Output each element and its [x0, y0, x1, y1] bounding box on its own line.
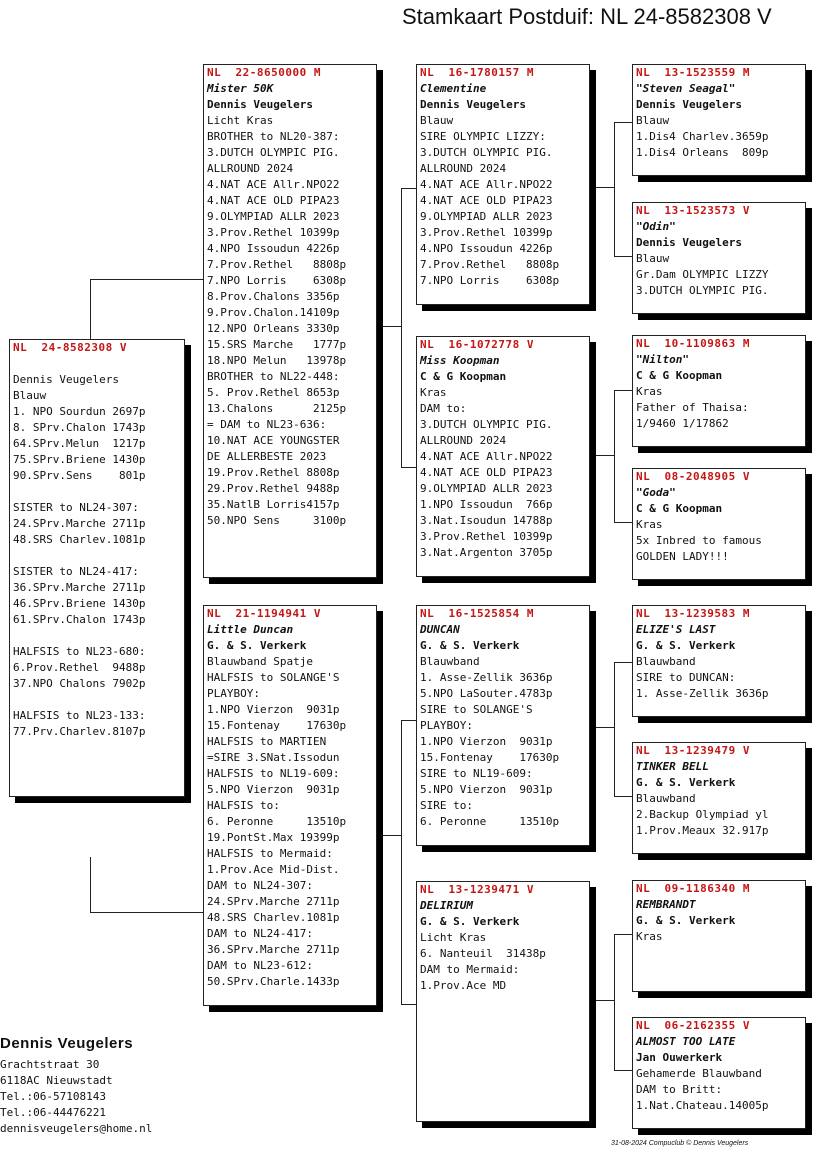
- info-line: 36.SPrv.Marche 2711p: [207, 943, 340, 956]
- info-line: 4.NAT ACE Allr.NPO22: [207, 178, 340, 191]
- connector-line: [377, 326, 401, 327]
- pigeon-name: TINKER BELL: [636, 760, 709, 773]
- info-line: Blauw: [420, 114, 454, 127]
- info-line: SIRE OLYMPIC LIZZY:: [420, 130, 546, 143]
- pigeon-card-sss: [632, 64, 806, 176]
- info-line: SISTER to NL24-307:: [13, 501, 139, 514]
- info-line: Licht Kras: [420, 931, 487, 944]
- info-line: Blauwband: [636, 655, 696, 668]
- info-line: 10.NAT ACE YOUNGSTER: [207, 434, 340, 447]
- info-line: Blauwband: [636, 792, 696, 805]
- ring-number: NL 10-1109863 M: [636, 337, 750, 350]
- info-line: 8. SPrv.Chalon 1743p: [13, 421, 146, 434]
- info-line: ALLROUND 2024: [420, 162, 507, 175]
- info-line: 4.NPO Issoudun 4226p: [207, 242, 340, 255]
- info-line: 29.Prov.Rethel 9488p: [207, 482, 340, 495]
- connector-line: [614, 662, 615, 797]
- ring-number: NL 09-1186340 M: [636, 882, 750, 895]
- info-line: 24.SPrv.Marche 2711p: [207, 895, 340, 908]
- info-line: 15.SRS Marche 1777p: [207, 338, 347, 351]
- connector-line: [401, 720, 402, 1005]
- info-line: 7.Prov.Rethel 8808p: [207, 258, 347, 271]
- info-line: 4.NAT ACE OLD PIPA23: [420, 194, 553, 207]
- ring-number: NL 16-1780157 M: [420, 66, 534, 79]
- pigeon-name: ALMOST TOO LATE: [636, 1035, 736, 1048]
- pigeon-name: "Goda": [636, 486, 676, 499]
- info-line: DAM to:: [420, 402, 467, 415]
- pigeon-name: Clementine: [420, 82, 487, 95]
- info-line: 1.Nat.Chateau.14005p: [636, 1099, 769, 1112]
- pigeon-card-dam-dam: [416, 881, 590, 1122]
- connector-line: [590, 727, 614, 728]
- breeder-name: G. & S. Verkerk: [420, 915, 520, 928]
- info-line: 1.Dis4 Charlev.3659p: [636, 130, 769, 143]
- info-line: Father of Thaisa:: [636, 401, 749, 414]
- breeder-name: G. & S. Verkerk: [207, 639, 307, 652]
- info-line: 1.Prov.Meaux 32.917p: [636, 824, 769, 837]
- owner-tel1: Tel.:06-57108143: [0, 1090, 106, 1103]
- pigeon-card-sire-sire: [416, 64, 590, 305]
- info-line: 24.SPrv.Marche 2711p: [13, 517, 146, 530]
- pigeon-name: Miss Koopman: [420, 354, 500, 367]
- info-line: 6.Prov.Rethel 9488p: [13, 661, 146, 674]
- info-line: 12.NPO Orleans 3330p: [207, 322, 340, 335]
- info-line: 3.Prov.Rethel 10399p: [420, 226, 553, 239]
- info-line: BROTHER to NL22-448:: [207, 370, 340, 383]
- pigeon-card-sire-dam: [416, 336, 590, 577]
- footer-credit: 31-08-2024 Compuclub © Dennis Veugelers: [611, 1140, 749, 1147]
- info-line: 3.Prov.Rethel 10399p: [420, 530, 553, 543]
- info-line: 3.Nat.Argenton 3705p: [420, 546, 553, 559]
- pigeon-card-sdd: [632, 468, 806, 580]
- connector-line: [614, 122, 634, 123]
- info-line: 15.Fontenay 17630p: [207, 719, 347, 732]
- breeder-name: Dennis Veugelers: [207, 98, 313, 111]
- info-line: PLAYBOY:: [207, 687, 260, 700]
- connector-line: [90, 279, 91, 340]
- connector-line: [614, 934, 615, 1071]
- info-line: Licht Kras: [207, 114, 274, 127]
- ring-number: NL 16-1525854 M: [420, 607, 534, 620]
- info-line: 5.NPO Vierzon 9031p: [420, 783, 553, 796]
- pigeon-name: "Steven Seagal": [636, 82, 736, 95]
- info-line: 1.Prov.Ace Mid-Dist.: [207, 863, 340, 876]
- info-line: Kras: [420, 386, 447, 399]
- info-line: [13, 628, 181, 644]
- info-line: SIRE to NL19-609:: [420, 767, 533, 780]
- ring-number: NL 21-1194941 V: [207, 607, 321, 620]
- info-line: 19.Prov.Rethel 8808p: [207, 466, 340, 479]
- ring-number: NL 13-1523573 V: [636, 204, 750, 217]
- info-line: 64.SPrv.Melun 1217p: [13, 437, 146, 450]
- info-line: 50.NPO Sens 3100p: [207, 514, 347, 527]
- connector-line: [614, 390, 615, 523]
- owner-email: dennisveugelers@home.nl: [0, 1122, 153, 1135]
- pigeon-card-ssd: [632, 202, 806, 314]
- pigeon-name: Mister 50K: [207, 82, 274, 95]
- owner-block: [0, 1034, 152, 1137]
- info-line: Kras: [636, 930, 663, 943]
- info-line: 15.Fontenay 17630p: [420, 751, 560, 764]
- breeder-name: C & G Koopman: [420, 370, 507, 383]
- info-line: [13, 484, 181, 500]
- info-line: Dennis Veugelers: [13, 373, 119, 386]
- pigeon-name: "Nilton": [636, 353, 689, 366]
- info-line: 37.NPO Chalons 7902p: [13, 677, 146, 690]
- pigeon-name: ELIZE'S LAST: [636, 623, 716, 636]
- info-line: 1. Asse-Zellik 3636p: [420, 671, 553, 684]
- info-line: 18.NPO Melun 13978p: [207, 354, 347, 367]
- info-line: 6. Peronne 13510p: [207, 815, 347, 828]
- info-line: 13.Chalons 2125p: [207, 402, 347, 415]
- info-line: 5.NPO Vierzon 9031p: [207, 783, 340, 796]
- info-line: 3.DUTCH OLYMPIC PIG.: [636, 284, 769, 297]
- ring-number: NL 13-1523559 M: [636, 66, 750, 79]
- connector-line: [90, 279, 205, 280]
- ring-number: NL 08-2048905 V: [636, 470, 750, 483]
- info-line: 1.NPO Vierzon 9031p: [420, 735, 553, 748]
- breeder-name: G. & S. Verkerk: [420, 639, 520, 652]
- info-line: 9.OLYMPIAD ALLR 2023: [207, 210, 340, 223]
- pigeon-name: DELIRIUM: [420, 899, 473, 912]
- info-line: 50.SPrv.Charle.1433p: [207, 975, 340, 988]
- info-line: HALFSIS to NL23-133:: [13, 709, 146, 722]
- info-line: 9.Prov.Chalon.14109p: [207, 306, 340, 319]
- pigeon-card-dam-sire: [416, 605, 590, 846]
- info-line: [13, 548, 181, 564]
- info-line: 19.PontSt.Max 19399p: [207, 831, 340, 844]
- breeder-name: C & G Koopman: [636, 502, 723, 515]
- connector-line: [401, 188, 402, 468]
- info-line: 1. Asse-Zellik 3636p: [636, 687, 769, 700]
- connector-line: [614, 390, 634, 391]
- pigeon-card-dsd: [632, 742, 806, 854]
- info-line: Blauw: [636, 252, 670, 265]
- pigeon-card-ddd: [632, 1017, 806, 1129]
- info-line: 48.SRS Charlev.1081p: [13, 533, 146, 546]
- info-line: HALFSIS to NL19-609:: [207, 767, 340, 780]
- info-line: 61.SPrv.Chalon 1743p: [13, 613, 146, 626]
- ring-number: NL 06-2162355 V: [636, 1019, 750, 1032]
- pigeon-name: DUNCAN: [420, 623, 460, 636]
- pigeon-card-main: [9, 339, 185, 797]
- info-line: =SIRE 3.SNat.Issodun: [207, 751, 340, 764]
- info-line: 4.NAT ACE Allr.NPO22: [420, 178, 553, 191]
- info-line: 2.Backup Olympiad yl: [636, 808, 769, 821]
- info-line: 1.NPO Issoudun 766p: [420, 498, 553, 511]
- info-line: Blauwband: [420, 655, 480, 668]
- connector-line: [590, 455, 614, 456]
- info-line: GOLDEN LADY!!!: [636, 550, 729, 563]
- connector-line: [614, 1070, 634, 1071]
- info-line: 5. Prov.Rethel 8653p: [207, 386, 340, 399]
- ring-number: NL 13-1239583 M: [636, 607, 750, 620]
- info-line: 35.NatlB Lorris4157p: [207, 498, 340, 511]
- info-line: 4.NAT ACE Allr.NPO22: [420, 450, 553, 463]
- info-line: ALLROUND 2024: [207, 162, 294, 175]
- ring-number: NL 13-1239479 V: [636, 744, 750, 757]
- page-title: Stamkaart Postduif: NL 24-8582308 V: [402, 4, 772, 29]
- breeder-name: G. & S. Verkerk: [636, 914, 736, 927]
- info-line: DAM to NL24-417:: [207, 927, 313, 940]
- info-line: 5x Inbred to famous: [636, 534, 762, 547]
- pigeon-name: "Odin": [636, 220, 676, 233]
- info-line: PLAYBOY:: [420, 719, 473, 732]
- info-line: Blauwband Spatje: [207, 655, 313, 668]
- info-line: Gehamerde Blauwband: [636, 1067, 762, 1080]
- info-line: 7.NPO Lorris 6308p: [420, 274, 560, 287]
- ring-number: NL 24-8582308 V: [13, 341, 127, 354]
- connector-line: [614, 256, 634, 257]
- owner-city: 6118AC Nieuwstadt: [0, 1074, 113, 1087]
- info-line: BROTHER to NL20-387:: [207, 130, 340, 143]
- info-line: 3.Nat.Isoudun 14788p: [420, 514, 553, 527]
- info-line: 1.Prov.Ace MD: [420, 979, 507, 992]
- info-line: Gr.Dam OLYMPIC LIZZY: [636, 268, 769, 281]
- info-line: 1.NPO Vierzon 9031p: [207, 703, 340, 716]
- info-line: 4.NAT ACE OLD PIPA23: [420, 466, 553, 479]
- info-line: 3.DUTCH OLYMPIC PIG.: [420, 146, 553, 159]
- info-line: 4.NPO Issoudun 4226p: [420, 242, 553, 255]
- info-line: 1/9460 1/17862: [636, 417, 729, 430]
- connector-line: [614, 122, 615, 257]
- pigeon-card-dds: [632, 880, 806, 992]
- info-line: SISTER to NL24-417:: [13, 565, 139, 578]
- info-line: DAM to NL23-612:: [207, 959, 313, 972]
- info-line: 9.OLYMPIAD ALLR 2023: [420, 210, 553, 223]
- info-line: Kras: [636, 385, 663, 398]
- info-line: 75.SPrv.Briene 1430p: [13, 453, 146, 466]
- info-line: [13, 692, 181, 708]
- owner-name: Dennis Veugelers: [0, 1035, 134, 1052]
- info-line: 3.DUTCH OLYMPIC PIG.: [207, 146, 340, 159]
- info-line: [13, 356, 181, 372]
- info-line: Blauw: [13, 389, 47, 402]
- info-line: 90.SPrv.Sens 801p: [13, 469, 146, 482]
- info-line: HALFSIS to NL23-680:: [13, 645, 146, 658]
- info-line: HALFSIS to:: [207, 799, 280, 812]
- breeder-name: G. & S. Verkerk: [636, 639, 736, 652]
- info-line: DE ALLERBESTE 2023: [207, 450, 327, 463]
- info-line: DAM to Mermaid:: [420, 963, 520, 976]
- pigeon-card-dss: [632, 605, 806, 717]
- info-line: DAM to Britt:: [636, 1083, 723, 1096]
- connector-line: [614, 522, 634, 523]
- info-line: SIRE to:: [420, 799, 473, 812]
- info-line: DAM to NL24-307:: [207, 879, 313, 892]
- connector-line: [90, 857, 91, 913]
- info-line: HALFSIS to Mermaid:: [207, 847, 333, 860]
- info-line: ALLROUND 2024: [420, 434, 507, 447]
- breeder-name: C & G Koopman: [636, 369, 723, 382]
- ring-number: NL 16-1072778 V: [420, 338, 534, 351]
- owner-address: Grachtstraat 30: [0, 1058, 100, 1071]
- info-line: 1. NPO Sourdun 2697p: [13, 405, 146, 418]
- info-line: 77.Prv.Charlev.8107p: [13, 725, 146, 738]
- pigeon-name: Little Duncan: [207, 623, 294, 636]
- breeder-name: G. & S. Verkerk: [636, 776, 736, 789]
- info-line: 46.SPrv.Briene 1430p: [13, 597, 146, 610]
- info-line: 1.Dis4 Orleans 809p: [636, 146, 769, 159]
- info-line: 8.Prov.Chalons 3356p: [207, 290, 340, 303]
- info-line: 6. Nanteuil 31438p: [420, 947, 546, 960]
- info-line: 7.NPO Lorris 6308p: [207, 274, 347, 287]
- connector-line: [614, 934, 634, 935]
- connector-line: [90, 912, 205, 913]
- connector-line: [377, 835, 401, 836]
- info-line: 36.SPrv.Marche 2711p: [13, 581, 146, 594]
- info-line: 3.Prov.Rethel 10399p: [207, 226, 340, 239]
- info-line: SIRE to SOLANGE'S: [420, 703, 533, 716]
- connector-line: [614, 662, 634, 663]
- ring-number: NL 22-8650000 M: [207, 66, 321, 79]
- info-line: 6. Peronne 13510p: [420, 815, 560, 828]
- connector-line: [590, 1000, 614, 1001]
- breeder-name: Jan Ouwerkerk: [636, 1051, 723, 1064]
- info-line: 5.NPO LaSouter.4783p: [420, 687, 553, 700]
- breeder-name: Dennis Veugelers: [636, 236, 742, 249]
- breeder-name: Dennis Veugelers: [636, 98, 742, 111]
- pigeon-name: REMBRANDT: [636, 898, 696, 911]
- breeder-name: Dennis Veugelers: [420, 98, 526, 111]
- pigeon-card-dam: [203, 605, 377, 1006]
- info-line: 3.DUTCH OLYMPIC PIG.: [420, 418, 553, 431]
- connector-line: [590, 187, 614, 188]
- info-line: 9.OLYMPIAD ALLR 2023: [420, 482, 553, 495]
- info-line: HALFSIS to SOLANGE'S: [207, 671, 340, 684]
- info-line: HALFSIS to MARTIEN: [207, 735, 327, 748]
- info-line: = DAM to NL23-636:: [207, 418, 327, 431]
- connector-line: [614, 796, 634, 797]
- info-line: 7.Prov.Rethel 8808p: [420, 258, 560, 271]
- info-line: Blauw: [636, 114, 670, 127]
- owner-tel2: Tel.:06-44476221: [0, 1106, 106, 1119]
- pigeon-card-sds: [632, 335, 806, 447]
- info-line: 48.SRS Charlev.1081p: [207, 911, 340, 924]
- info-line: 4.NAT ACE OLD PIPA23: [207, 194, 340, 207]
- info-line: SIRE to DUNCAN:: [636, 671, 736, 684]
- info-line: Kras: [636, 518, 663, 531]
- ring-number: NL 13-1239471 V: [420, 883, 534, 896]
- pigeon-card-sire: [203, 64, 377, 578]
